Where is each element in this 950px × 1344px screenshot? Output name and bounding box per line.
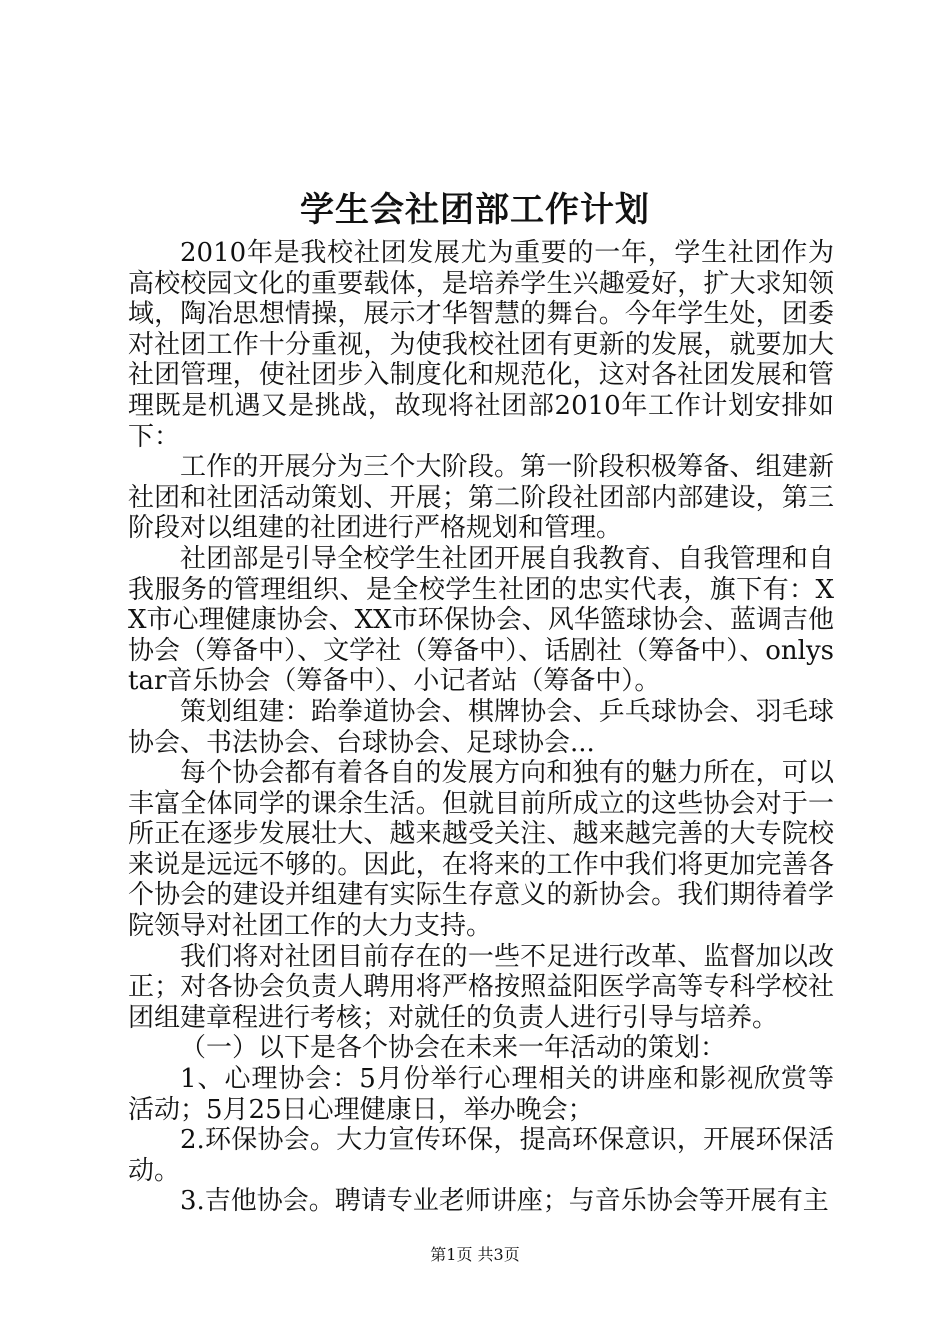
- section-heading-activity-plan: （一）以下是各个协会在未来一年活动的策划：: [180, 1033, 727, 1064]
- paragraph-development: 每个协会都有着各自的发展方向和独有的魅力所在，可以丰富全体同学的课余生活。但就目前所成立的这些协会对于一所正在逐步发展壮大、越来越受关注、越来越完善的大专院校来说是远远不够的。因此，在将来的工作中我们将更加完善各个协会的建设并组建有实际生存意义的新协会。我们期待着学院领导对社团工作的大力支持。: [128, 758, 834, 942]
- paragraph-reform: 我们将对社团目前存在的一些不足进行改革、监督加以改正；对各协会负责人聘用将严格按照益阳医学高等专科学校社团组建章程进行考核；对就任的负责人进行引导与培养。: [128, 941, 834, 1033]
- paragraph-intro: 2010年是我校社团发展尤为重要的一年，学生社团作为高校校园文化的重要载体，是培养学生兴趣爱好，扩大求知领域，陶冶思想情操，展示才华智慧的舞台。今年学生处，团委对社团工作十分重视，为使我校社团有更新的发展，就要加大社团管理，使社团步入制度化和规范化，这对各社团发展和管理既是机遇又是挑战，故现将社团部2010年工作计划安排如下：: [128, 238, 834, 452]
- paragraph-stages: 工作的开展分为三个大阶段。第一阶段积极筹备、组建新社团和社团活动策划、开展；第二阶段社团部内部建设，第三阶段对以组建的社团进行严格规划和管理。: [128, 452, 834, 544]
- document-title: 学生会社团部工作计划: [300, 190, 650, 230]
- paragraph-planned-associations: 策划组建：跆拳道协会、棋牌协会、乒乓球协会、羽毛球协会、书法协会、台球协会、足球协会...: [128, 696, 834, 758]
- page-footer: 第1页 共3页: [430, 1245, 520, 1264]
- list-item-psychology: 1、心理协会：5月份举行心理相关的讲座和影视欣赏等活动；5月25日心理健康日，举办晚会；: [128, 1064, 834, 1125]
- list-item-guitar: 3.吉他协会。聘请专业老师讲座；与音乐协会等开展有主: [180, 1186, 829, 1217]
- paragraph-organization: 社团部是引导全校学生社团开展自我教育、自我管理和自我服务的管理组织、是全校学生社团的忠实代表，旗下有：XX市心理健康协会、XX市环保协会、风华篮球协会、蓝调吉他协会（筹备中）、文学社（筹备中）、话剧社（筹备中）、onlystar音乐协会（筹备中）、小记者站（筹备中）。: [128, 543, 834, 697]
- document-body: [128, 238, 834, 1217]
- list-item-environment: 2.环保协会。大力宣传环保，提高环保意识，开展环保活动。: [128, 1125, 834, 1186]
